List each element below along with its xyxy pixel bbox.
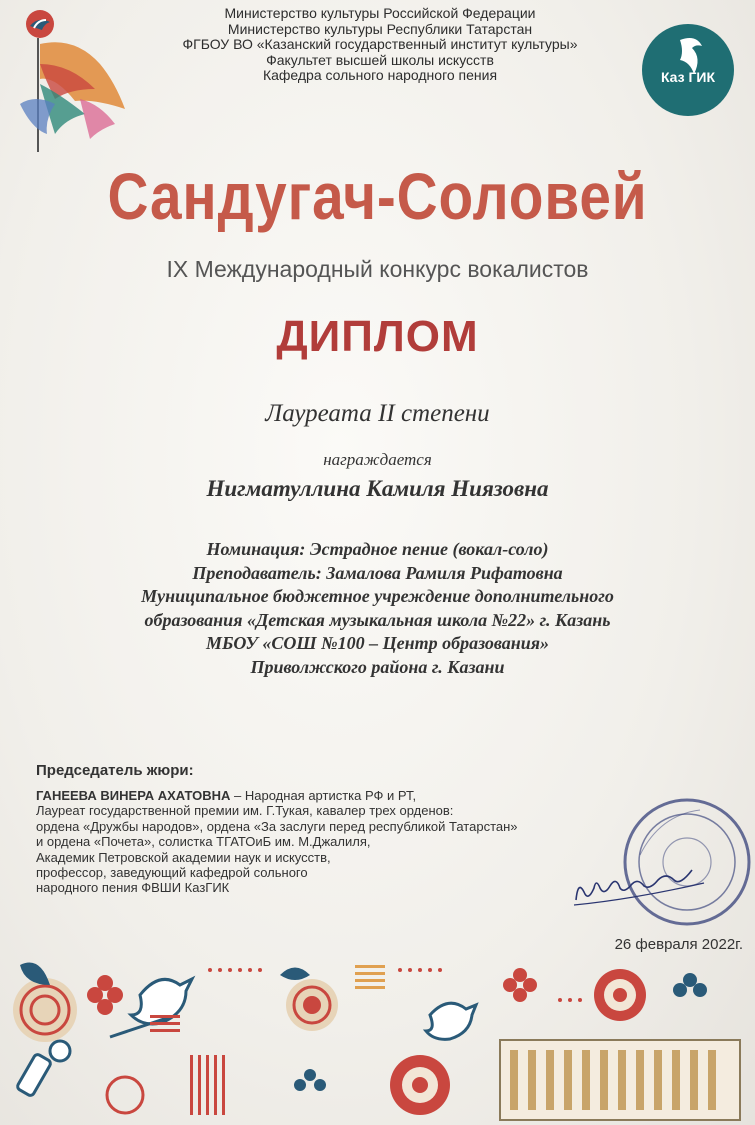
detail-line: МБОУ «СОШ №100 – Центр образования» bbox=[205, 633, 550, 653]
award-details bbox=[0, 538, 755, 679]
header-line: Факультет высшей школы искусств bbox=[266, 51, 494, 68]
jury-chair-info bbox=[36, 788, 518, 896]
chair-signature bbox=[570, 845, 720, 915]
detail-line: образования «Детская музыкальная школа №22» г. Казань bbox=[144, 609, 611, 630]
awarded-label: награждается bbox=[323, 450, 432, 469]
jury-line: и ордена «Почета», солистка ТГАТОиБ им. М.Джалиля, bbox=[36, 834, 371, 850]
detail-line: Преподаватель: Замалова Рамиля Рифатовна bbox=[192, 562, 563, 583]
detail-line: Муниципальное бюджетное учреждение дополнительного bbox=[141, 586, 614, 606]
kazgik-logo bbox=[640, 22, 736, 118]
jury-chair-name: ГАНЕЕВА ВИНЕРА АХАТОВНА bbox=[36, 788, 231, 803]
jury-line: профессор, заведующий кафедрой сольного bbox=[36, 865, 308, 881]
header-line: ФГБОУ ВО «Казанский государственный институт культуры» bbox=[182, 36, 578, 53]
detail-line: Номинация: Эстрадное пение (вокал-соло) bbox=[206, 539, 549, 559]
folk-ornament-band bbox=[0, 955, 755, 1125]
jury-line: Академик Петровской академии наук и искусств, bbox=[36, 849, 331, 865]
header-line: Кафедра сольного народного пения bbox=[262, 67, 498, 84]
award-date: 26 февраля 2022г. bbox=[614, 936, 743, 953]
jury-line bbox=[36, 788, 518, 803]
contest-subtitle: IX Международный конкурс вокалистов bbox=[166, 256, 589, 282]
laureate-degree: Лауреата II степени bbox=[265, 400, 490, 427]
diploma-heading: ДИПЛОМ bbox=[276, 312, 479, 361]
recipient-name: Нигматуллина Камиля Ниязовна bbox=[206, 476, 549, 501]
institution-header bbox=[130, 6, 630, 84]
detail-line: Приволжского района г. Казани bbox=[250, 656, 505, 677]
jury-line: Лауреат государственной премии им. Г.Тукая, кавалер трех орденов: bbox=[36, 803, 454, 819]
contest-title: Сандугач-Соловей bbox=[107, 159, 648, 233]
header-line: Министерство культуры Российской Федерации bbox=[224, 5, 536, 21]
jury-chair-title: – Народная артистка РФ и РТ, bbox=[230, 788, 417, 803]
jury-line: народного пения ФВШИ КазГИК bbox=[36, 880, 230, 896]
festival-logo bbox=[10, 4, 130, 154]
jury-line: ордена «Дружбы народов», ордена «За заслуги перед республикой Татарстан» bbox=[36, 818, 518, 834]
logo-text: Каз ГИК bbox=[660, 69, 716, 85]
jury-title: Председатель жюри: bbox=[36, 762, 194, 779]
header-line: Министерство культуры Республики Татарстан bbox=[227, 20, 533, 37]
